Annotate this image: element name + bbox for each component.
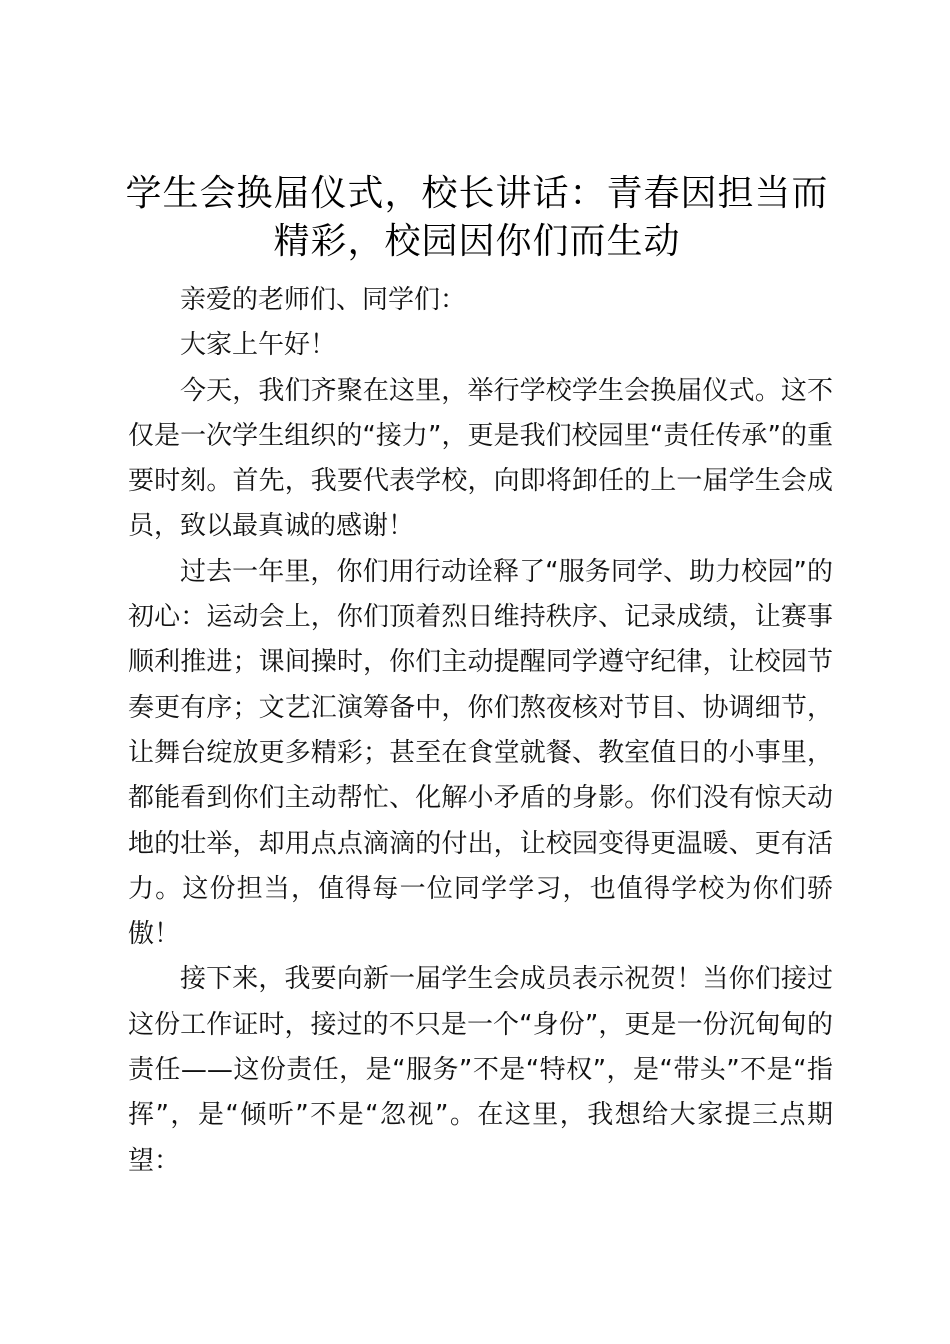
paragraph-past-year: 过去一年里，你们用行动诠释了“服务同学、助力校园”的初心：运动会上，你们顶着烈日维持秩序、记录成绩，让赛事顺利推进；课间操时，你们主动提醒同学遵守纪律，让校园节奏更有序；文艺汇演筹备中，你们熬夜核对节目、协调细节，让舞台绽放更多精彩；甚至在食堂就餐、教室值日的小事里，都能看到你们主动帮忙、化解小矛盾的身影。你们没有惊天动地的壮举，却用点点滴滴的付出，让校园变得更温暖、更有活力。这份担当，值得每一位同学学习，也值得学校为你们骄傲！ <box>128 556 833 950</box>
paragraph-greeting: 亲爱的老师们、同学们： <box>180 285 467 315</box>
paragraph-new-members: 接下来，我要向新一届学生会成员表示祝贺！当你们接过这份工作证时，接过的不只是一个“身份”，更是一份沉甸甸的责任——这份责任，是“服务”不是“特权”，是“带头”不是“指挥”，是“倾听”不是“忽视”。在这里，我想给大家提三点期望： <box>128 964 833 1176</box>
page-title: 学生会换届仪式，校长讲话：青春因担当而精彩，校园因你们而生动 <box>125 173 829 262</box>
speech-body <box>128 278 833 1184</box>
paragraph-introduction: 今天，我们齐聚在这里，举行学校学生会换届仪式。这不仅是一次学生组织的“接力”，更是我们校园里“责任传承”的重要时刻。首先，我要代表学校，向即将卸任的上一届学生会成员，致以最真诚的感谢！ <box>128 375 833 542</box>
paragraph-good-morning: 大家上午好！ <box>180 330 337 361</box>
